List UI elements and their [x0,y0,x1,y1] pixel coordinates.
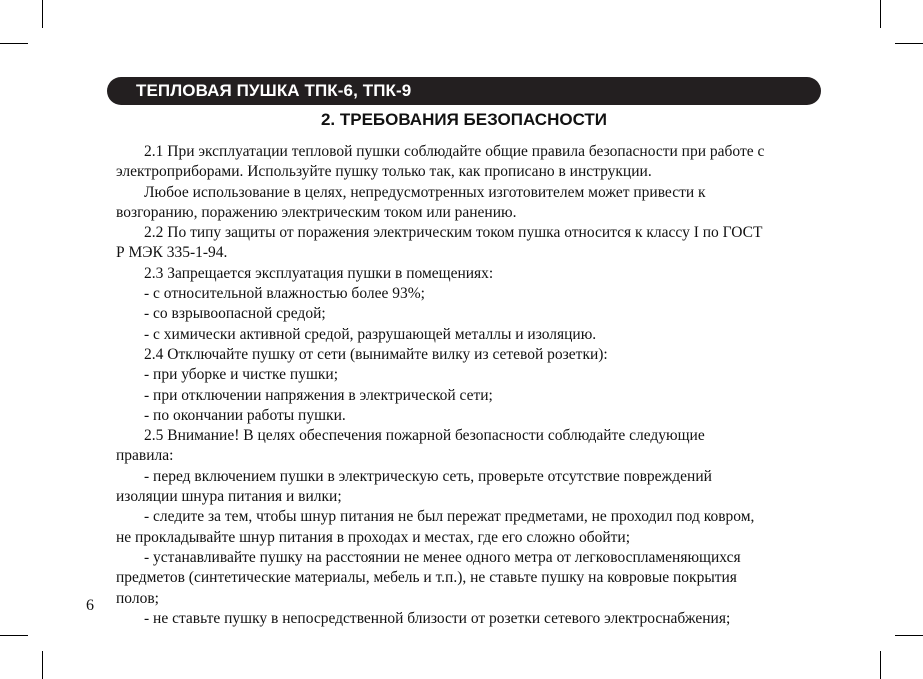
header-bar [107,77,821,105]
text-line: 2.3 Запрещается эксплуатация пушки в помещениях: [144,264,494,282]
text-line: - со взрывоопасной средой; [144,305,326,323]
text-line: - не ставьте пушку в непосредственной близости от розетки сетевого электроснабжения; [144,609,731,627]
crop-mark-bottom-right-vertical [880,651,881,679]
section-title: 2. ТРЕБОВАНИЯ БЕЗОПАСНОСТИ [320,110,608,129]
text-line: - при отключении напряжения в электрической сети; [144,386,493,404]
crop-mark-top-left-vertical [42,0,43,28]
text-line: - с химически активной средой, разрушающей металлы и изоляцию. [144,325,597,343]
crop-mark-bottom-right-horizontal [895,635,923,636]
text-line: - при уборке и чистке пушки; [144,366,339,384]
crop-mark-top-right-vertical [880,0,881,28]
text-line: Р МЭК 335-1-94. [116,244,228,262]
text-line: предметов (синтетические материалы, мебель и т.п.), не ставьте пушку на ковровые покрытия [116,569,737,587]
text-line: 2.1 При эксплуатации тепловой пушки соблюдайте общие правила безопасности при работе с [144,143,765,160]
text-line: не прокладывайте шнур питания в проходах и местах, где его сложно обойти; [116,528,631,546]
text-line: полов; [116,589,159,607]
text-line: - устанавливайте пушку на расстоянии не менее одного метра от легковоспламеняющихся [144,548,741,566]
text-line: - с относительной влажностью более 93%; [144,285,425,303]
text-line: - по окончании работы пушки. [144,406,346,424]
header-title: ТЕПЛОВАЯ ПУШКА ТПК-6, ТПК-9 [136,81,412,100]
text-line: возгоранию, поражению электрическим током или ранению. [116,203,517,221]
text-line: изоляции шнура питания и вилки; [116,488,342,506]
text-line: 2.4 Отключайте пушку от сети (вынимайте вилку из сетевой розетки): [144,345,608,363]
page-number: 6 [86,597,94,614]
crop-mark-top-left-horizontal [0,43,28,44]
text-line: - перед включением пушки в электрическую сеть, проверьте отсутствие повреждений [144,467,712,485]
text-line: - следите за тем, чтобы шнур питания не был пережат предметами, не проходил под ковром, [144,508,755,526]
crop-mark-bottom-left-vertical [42,651,43,679]
text-line: 2.2 По типу защиты от поражения электрическим током пушка относится к классу I по ГОСТ [144,224,763,242]
body-text [116,142,840,629]
text-line: Любое использование в целях, непредусмотренных изготовителем может привести к [144,183,706,201]
crop-mark-bottom-left-horizontal [0,635,28,636]
crop-mark-top-right-horizontal [895,43,923,44]
text-line: 2.5 Внимание! В целях обеспечения пожарной безопасности соблюдайте следующие [144,427,705,445]
text-line: правила: [116,447,174,465]
text-line: электроприборами. Используйте пушку только так, как прописано в инструкции. [116,163,652,181]
